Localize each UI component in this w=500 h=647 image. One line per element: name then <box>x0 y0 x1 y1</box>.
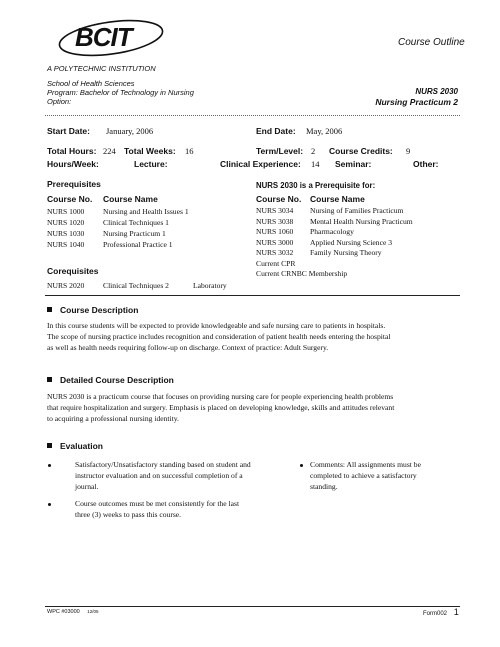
course-description-heading <box>47 305 138 315</box>
section-bullet-icon <box>47 307 52 312</box>
clinical-experience-value: 14 <box>311 159 320 169</box>
school-name: School of Health Sciences <box>47 79 135 88</box>
footer-form: Form002 <box>423 611 448 617</box>
evaluation-bullet-line: Course outcomes must be met consistently for the last <box>75 499 240 508</box>
detailed-description-title: Detailed Course Description <box>60 375 174 385</box>
start-date-label: Start Date: <box>47 126 90 136</box>
prereq-for-row-name: Pharmacology <box>310 227 354 236</box>
doc-type: Course Outline <box>398 37 465 48</box>
prereq-for-col-name: Course Name <box>310 194 365 204</box>
hours-week-label: Hours/Week: <box>47 159 99 169</box>
prereq-for-col-no: Course No. <box>256 194 302 204</box>
footer-right <box>423 607 459 617</box>
clinical-experience-label: Clinical Experience: <box>220 159 301 169</box>
prereq-for-row-name: Family Nursing Theory <box>310 248 382 257</box>
bullet-dot-icon <box>48 464 51 467</box>
section-divider <box>45 295 460 296</box>
detailed-description-text <box>47 391 467 424</box>
section-bullet-icon <box>47 377 52 382</box>
detailed-description-line: NURS 2030 is a practicum course that focuses on providing nursing care for people experiencing health problems <box>47 392 394 401</box>
evaluation-bullet-line: completed to achieve a satisfactory <box>310 471 417 480</box>
total-weeks-label: Total Weeks: <box>124 146 176 156</box>
evaluation-bullet-line: journal. <box>75 482 99 491</box>
footer-left-code <box>47 609 99 615</box>
course-description-title: Course Description <box>60 305 139 315</box>
prerequisites-title: Prerequisites <box>47 179 101 189</box>
prereq-for-row-name: Applied Nursing Science 3 <box>310 237 393 247</box>
prereq-for-names <box>310 206 413 259</box>
prereq-for-row-no: NURS 3038 <box>256 216 294 226</box>
section-bullet-icon <box>47 443 52 448</box>
bullet-dot-icon <box>300 464 303 467</box>
coreq-name: Clinical Techniques 2 <box>103 281 169 290</box>
prereq-for-row-no: NURS 3000 <box>256 237 294 247</box>
corequisites-title: Corequisites <box>47 266 99 276</box>
course-credits-value: 9 <box>406 146 411 156</box>
prereq-row-name: Nursing and Health Issues 1 <box>103 207 189 216</box>
prereq-for-row-no: NURS 3034 <box>256 206 294 215</box>
prereq-names <box>103 206 189 250</box>
course-description-text <box>47 320 467 353</box>
option-label: Option: <box>47 97 72 106</box>
total-hours-value: 224 <box>103 146 116 156</box>
evaluation-bullet-line: Comments: All assignments must be <box>310 460 421 469</box>
evaluation-title: Evaluation <box>60 441 103 451</box>
evaluation-bullet-line: Satisfactory/Unsatisfactory standing based on student and <box>75 460 251 469</box>
prereq-for-row-name: Mental Health Nursing Practicum <box>310 216 413 226</box>
footer-date: 12/05 <box>87 609 99 614</box>
prereq-row <box>47 206 84 250</box>
detailed-description-line: that require hospitalization and surgery. Emphasis is placed on developing knowledge, skills and attitudes relevant <box>47 403 395 412</box>
course-code: NURS 2030 <box>415 87 458 96</box>
footer-code: WPC #03000 <box>47 609 80 615</box>
prereq-for-title: NURS 2030 is a Prerequisite for: <box>256 181 376 190</box>
prereq-for-row-no: NURS 3032 <box>256 248 294 257</box>
lecture-label: Lecture: <box>134 159 168 169</box>
prereq-for-row-no: NURS 1060 <box>256 227 294 236</box>
footer-divider <box>45 606 460 607</box>
evaluation-bullet-line: standing. <box>310 482 338 491</box>
evaluation-bullet-3 <box>310 459 470 492</box>
evaluation-bullet-line: instructor evaluation and on successful completion of a <box>75 471 243 480</box>
total-weeks-value: 16 <box>185 146 194 156</box>
end-date-label: End Date: <box>256 126 296 136</box>
detailed-description-line: to acquiring a professional nursing identity. <box>47 414 179 423</box>
prereq-row-name: Nursing Practicum 1 <box>103 229 166 238</box>
prereq-for-row-name: Nursing of Families Practicum <box>310 206 404 215</box>
total-hours-label: Total Hours: <box>47 146 97 156</box>
prereq-for-extra: Current CRNBC Membership <box>256 269 348 278</box>
course-description-line: The scope of nursing practice includes recognition and consideration of patient health needs entering the hospital <box>47 332 391 341</box>
course-description-line: as well as health needs requiring follow-up on discharge. Context of practice: Adult Surgery. <box>47 343 329 352</box>
prereq-row-no: NURS 1040 <box>47 240 85 249</box>
prereq-col-name: Course Name <box>103 194 158 204</box>
prereq-row-no: NURS 1000 <box>47 207 85 216</box>
evaluation-heading <box>47 441 103 451</box>
term-level-label: Term/Level: <box>256 146 304 156</box>
header-divider <box>45 115 460 116</box>
seminar-label: Seminar: <box>335 159 372 169</box>
prereq-col-no: Course No. <box>47 194 93 204</box>
page-number: 1 <box>453 607 459 617</box>
end-date-value: May, 2006 <box>306 126 343 136</box>
logo-wordmark: BCIT <box>75 22 132 52</box>
prereq-row-no: NURS 1030 <box>47 229 85 238</box>
term-level-value: 2 <box>311 146 316 156</box>
prereq-row-name: Clinical Techniques 1 <box>103 218 169 227</box>
bullet-dot-icon <box>48 503 51 506</box>
prereq-row-no: NURS 1020 <box>47 218 85 227</box>
evaluation-bullet-2 <box>75 498 285 520</box>
program-name: Program: Bachelor of Technology in Nursing <box>47 88 194 97</box>
evaluation-bullet-1 <box>75 459 285 492</box>
detailed-description-heading <box>47 375 174 385</box>
other-label: Other: <box>413 159 439 169</box>
bcit-logo <box>55 16 170 66</box>
prereq-row-name: Professional Practice 1 <box>103 240 173 249</box>
logo-tagline: A POLYTECHNIC INSTITUTION <box>47 64 156 73</box>
course-credits-label: Course Credits: <box>329 146 393 156</box>
course-title: Nursing Practicum 2 <box>375 97 458 107</box>
course-description-line: In this course students will be expected to provide knowledgeable and safe nursing care to patients in hospitals. <box>47 321 386 330</box>
evaluation-bullet-line: three (3) weeks to pass this course. <box>75 510 182 519</box>
prereq-for-extra: Current CPR <box>256 258 296 268</box>
coreq-no: NURS 2020 <box>47 281 85 290</box>
coreq-extra: Laboratory <box>193 281 227 290</box>
start-date-value: January, 2006 <box>106 126 154 136</box>
